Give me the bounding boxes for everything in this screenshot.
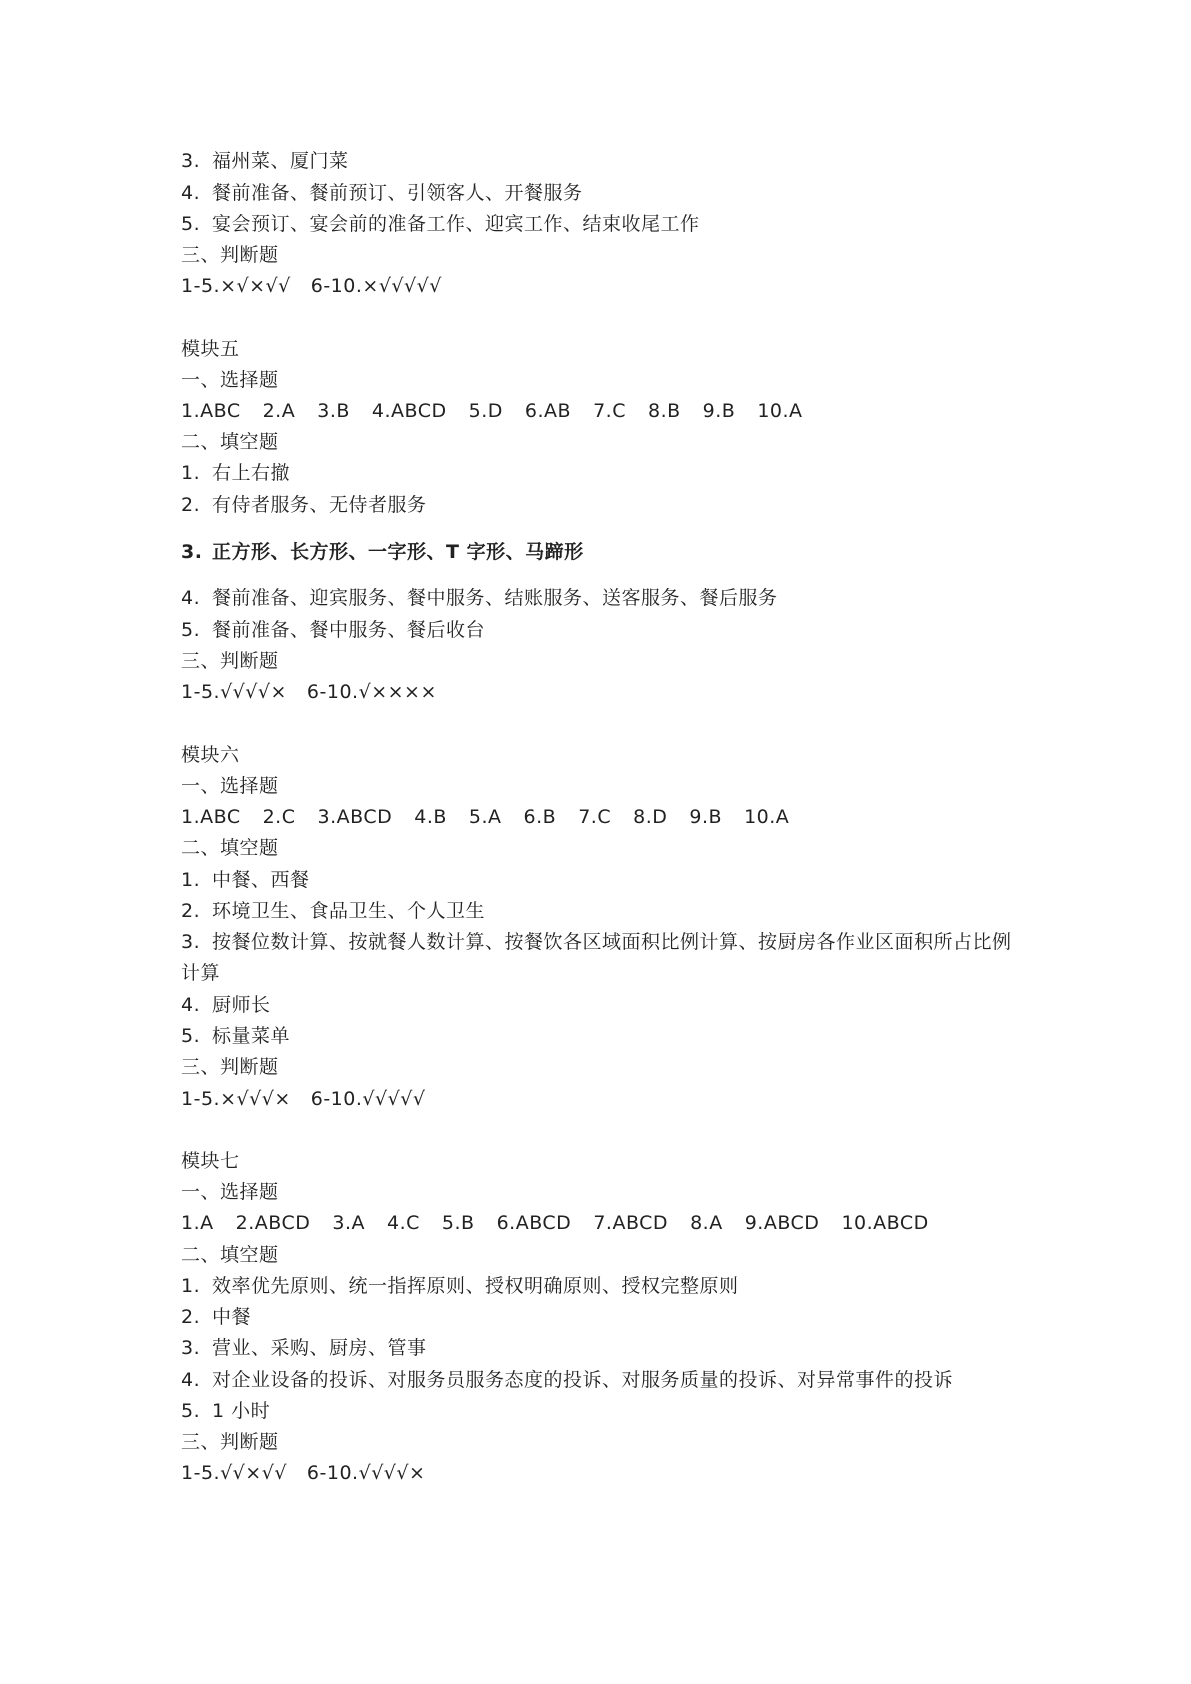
judge-answers: 1-5.×√×√√ 6-10.×√√√√√ <box>181 275 442 297</box>
fill-item: 5. 餐前准备、餐中服务、餐后收台 <box>181 619 486 641</box>
fill-item: 3. 营业、采购、厨房、管事 <box>181 1337 427 1359</box>
choice-answers: 1.ABC 2.A 3.B 4.ABCD 5.D 6.AB 7.C 8.B 9.B 10.A <box>181 400 803 422</box>
module-title: 模块五 <box>181 338 240 360</box>
fill-item: 3. 福州菜、厦门菜 <box>181 150 349 172</box>
fill-item: 2. 中餐 <box>181 1306 252 1328</box>
fill-item: 4. 餐前准备、餐前预订、引领客人、开餐服务 <box>181 182 583 204</box>
section-heading: 一、选择题 <box>181 369 279 391</box>
section-heading: 一、选择题 <box>181 775 279 797</box>
section-heading: 二、填空题 <box>181 1244 279 1266</box>
judge-answers: 1-5.√√√√× 6-10.√×××× <box>181 681 437 703</box>
module-title: 模块六 <box>181 744 240 766</box>
choice-answers: 1.A 2.ABCD 3.A 4.C 5.B 6.ABCD 7.ABCD 8.A 9.ABCD 10.ABCD <box>181 1212 929 1234</box>
section-heading: 三、判断题 <box>181 244 279 266</box>
section-heading: 一、选择题 <box>181 1181 279 1203</box>
fill-item: 5. 标量菜单 <box>181 1025 291 1047</box>
section-heading: 三、判断题 <box>181 1056 279 1078</box>
section-heading: 二、填空题 <box>181 431 279 453</box>
section-heading: 二、填空题 <box>181 837 279 859</box>
fill-item: 4. 餐前准备、迎宾服务、餐中服务、结账服务、送客服务、餐后服务 <box>181 587 778 609</box>
fill-item: 5. 1 小时 <box>181 1400 271 1422</box>
fill-item: 3. 按餐位数计算、按就餐人数计算、按餐饮各区域面积比例计算、按厨房各作业区面积所占比例计算 <box>181 931 1012 984</box>
section-heading: 三、判断题 <box>181 1431 279 1453</box>
fill-item: 2. 有侍者服务、无侍者服务 <box>181 494 427 516</box>
fill-item: 1. 效率优先原则、统一指挥原则、授权明确原则、授权完整原则 <box>181 1275 739 1297</box>
fill-item: 1. 右上右撤 <box>181 462 291 484</box>
choice-answers: 1.ABC 2.C 3.ABCD 4.B 5.A 6.B 7.C 8.D 9.B 10.A <box>181 806 790 828</box>
judge-answers: 1-5.×√√√× 6-10.√√√√√ <box>181 1088 426 1110</box>
judge-answers: 1-5.√√×√√ 6-10.√√√√× <box>181 1462 426 1484</box>
fill-item: 2. 环境卫生、食品卫生、个人卫生 <box>181 900 486 922</box>
fill-item: 3. 正方形、长方形、一字形、T 字形、马蹄形 <box>181 541 584 563</box>
fill-item: 4. 对企业设备的投诉、对服务员服务态度的投诉、对服务质量的投诉、对异常事件的投诉 <box>181 1369 954 1391</box>
fill-item: 5. 宴会预订、宴会前的准备工作、迎宾工作、结束收尾工作 <box>181 213 700 235</box>
fill-item: 1. 中餐、西餐 <box>181 869 310 891</box>
section-heading: 三、判断题 <box>181 650 279 672</box>
module-title: 模块七 <box>181 1150 240 1172</box>
fill-item: 4. 厨师长 <box>181 994 271 1016</box>
